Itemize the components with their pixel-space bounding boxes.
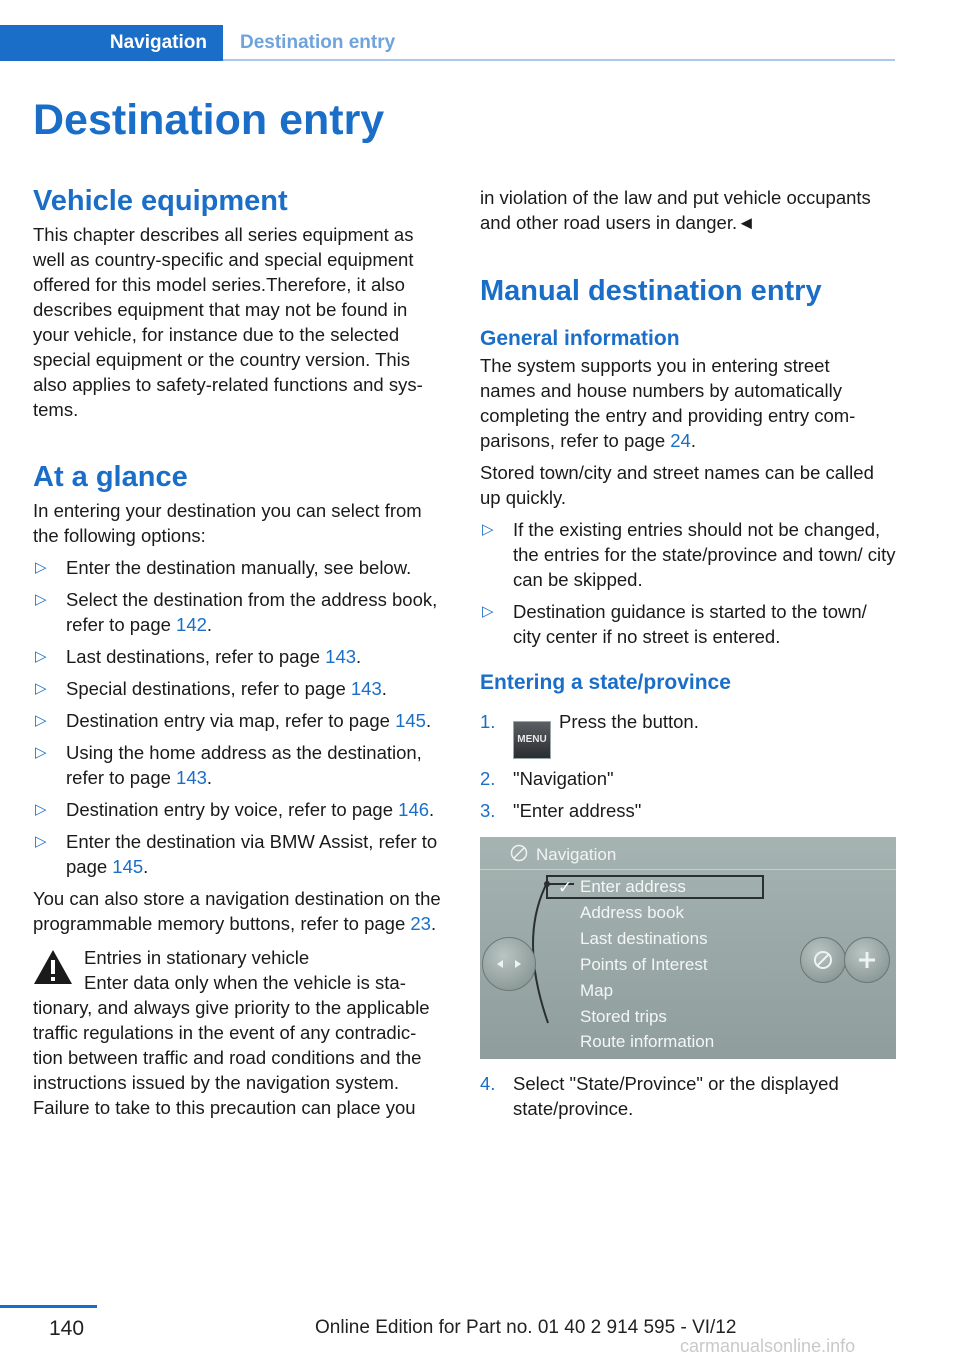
list-item: ▷ Special destinations, refer to page 143. <box>35 678 387 699</box>
bullet-triangle-icon: ▷ <box>35 712 47 729</box>
header-bar <box>0 25 895 61</box>
footer-rule <box>0 1305 97 1308</box>
at-a-glance-heading: At a glance <box>33 461 188 493</box>
general-information-heading: General information <box>480 327 680 350</box>
menu-item-route-information[interactable]: Route information <box>580 1032 715 1051</box>
vehicle-equipment-heading: Vehicle equipment <box>33 185 288 217</box>
step-number: 1. <box>480 711 496 732</box>
menu-item-map[interactable]: Map <box>580 981 614 1000</box>
bullet-triangle-icon: ▷ <box>482 521 494 538</box>
list-item: ▷ Destination entry via map, refer to page 145. <box>35 710 432 731</box>
page-link[interactable]: 146 <box>398 799 430 820</box>
menu-item-last-destinations[interactable]: Last destinations <box>580 929 708 948</box>
list-item: ▷ Enter the destination manually, see below. <box>35 557 412 578</box>
header-rule <box>223 59 895 61</box>
menu-item-stored-trips[interactable]: Stored trips <box>580 1007 667 1026</box>
step-item: 4. Select "State/Province" or the displayed state/province. <box>480 1073 839 1119</box>
page-link[interactable]: 24 <box>670 430 691 451</box>
warning-continued: in violation of the law and put vehicle occupants and other road users in danger.◄ <box>480 187 871 233</box>
list-item: ▷ Destination guidance is started to the town/ city center if no street is entered. <box>482 601 867 647</box>
state-province-heading: Entering a state/province <box>480 671 731 694</box>
page-number: 140 <box>49 1317 85 1340</box>
step-number: 2. <box>480 768 496 789</box>
step-number: 4. <box>480 1073 496 1094</box>
bullet-triangle-icon: ▷ <box>35 744 47 761</box>
bullet-triangle-icon: ▷ <box>35 680 47 697</box>
warning-block <box>33 945 449 1120</box>
warning-text: tionary, and always give priority to the applicable traffic regulations in the event of any contradic‐ tion between traffic and road conditions and the instructions issued by the navigation system. Failure to take to this precaution can place you <box>33 997 430 1118</box>
screen-divider <box>480 869 896 870</box>
tab-destination-entry[interactable]: Destination entry <box>240 32 396 53</box>
step-number: 3. <box>480 800 496 821</box>
bullet-triangle-icon: ▷ <box>35 559 47 576</box>
manual-destination-heading: Manual destination entry <box>480 275 822 307</box>
stored-names-text: Stored town/city and street names can be called up quickly. <box>480 462 874 508</box>
step-item: 2. "Navigation" <box>480 768 614 789</box>
list-item: ▷ Enter the destination via BMW Assist, refer to page 145. <box>35 831 438 877</box>
bullet-triangle-icon: ▷ <box>35 591 47 608</box>
menu-item-address-book[interactable]: Address book <box>580 903 684 922</box>
bullet-triangle-icon: ▷ <box>35 648 47 665</box>
page-link[interactable]: 145 <box>395 710 426 731</box>
page-link[interactable]: 142 <box>176 614 207 635</box>
plus-icon <box>844 937 890 983</box>
menu-item-points-of-interest[interactable]: Points of Interest <box>580 955 708 974</box>
warning-triangle-icon <box>33 949 73 985</box>
right-column <box>480 185 896 1121</box>
bullet-triangle-icon: ▷ <box>482 603 494 620</box>
list-item: ▷ Last destinations, refer to page 143. <box>35 646 362 667</box>
general-information-text: The system supports you in entering street names and house numbers by automatically completing the entry and providing entry com‐ parisons, refer to page 24. <box>480 355 856 451</box>
step-item: 1. MENUPress the button. <box>480 709 896 759</box>
left-column <box>33 183 449 1120</box>
vehicle-equipment-text: This chapter describes all series equipment as well as country-specific and special equipment offered for this model series.Therefore, it also describes equipment that may not be found in your vehicle, for instance due to the selected special equipment or the country version. This also applies to safety-related functions and sys‐ tems. <box>33 224 423 420</box>
list-item: ▷ If the existing entries should not be changed, the entries for the state/province and town/ city can be skipped. <box>482 519 896 590</box>
warning-title: Entries in stationary vehicle <box>84 947 310 968</box>
menu-button-icon[interactable]: MENU <box>513 721 551 759</box>
navigation-menu-screenshot <box>480 837 896 1059</box>
page-link[interactable]: 23 <box>410 913 431 934</box>
watermark: carmanualsonline.info <box>680 1336 856 1356</box>
controller-knob-icon <box>482 937 536 991</box>
navigation-compass-icon <box>510 844 528 862</box>
page-link[interactable]: 143 <box>325 646 357 667</box>
tab-navigation[interactable]: Navigation <box>0 25 223 61</box>
glance-intro: In entering your destination you can select from the following options: <box>33 500 422 546</box>
store-destination-text: You can also store a navigation destination on the programmable memory buttons, refer to page 23. <box>33 888 441 934</box>
step-item: 3. "Enter address" <box>480 800 642 821</box>
checkmark-icon: ✓ <box>558 878 573 897</box>
page-link[interactable]: 143 <box>350 678 382 699</box>
warning-first-line: Enter data only when the vehicle is sta‐ <box>84 972 406 993</box>
list-item: ▷ Destination entry by voice, refer to page 146. <box>35 799 435 820</box>
bullet-triangle-icon: ▷ <box>35 833 47 850</box>
bullet-triangle-icon: ▷ <box>35 801 47 818</box>
edition-text: Online Edition for Part no. 01 40 2 914 595 - VI/12 <box>315 1317 737 1338</box>
list-item: ▷ Select the destination from the address book, refer to page 142. <box>35 589 438 635</box>
screen-title: Navigation <box>536 845 617 864</box>
list-item: ▷ Using the home address as the destination, refer to page 143. <box>35 742 422 788</box>
page-link[interactable]: 143 <box>176 767 207 788</box>
map-zoom-icon <box>800 937 846 983</box>
page-link[interactable]: 145 <box>112 856 144 877</box>
menu-item-enter-address[interactable]: Enter address <box>580 877 686 896</box>
page-title: Destination entry <box>33 96 385 144</box>
